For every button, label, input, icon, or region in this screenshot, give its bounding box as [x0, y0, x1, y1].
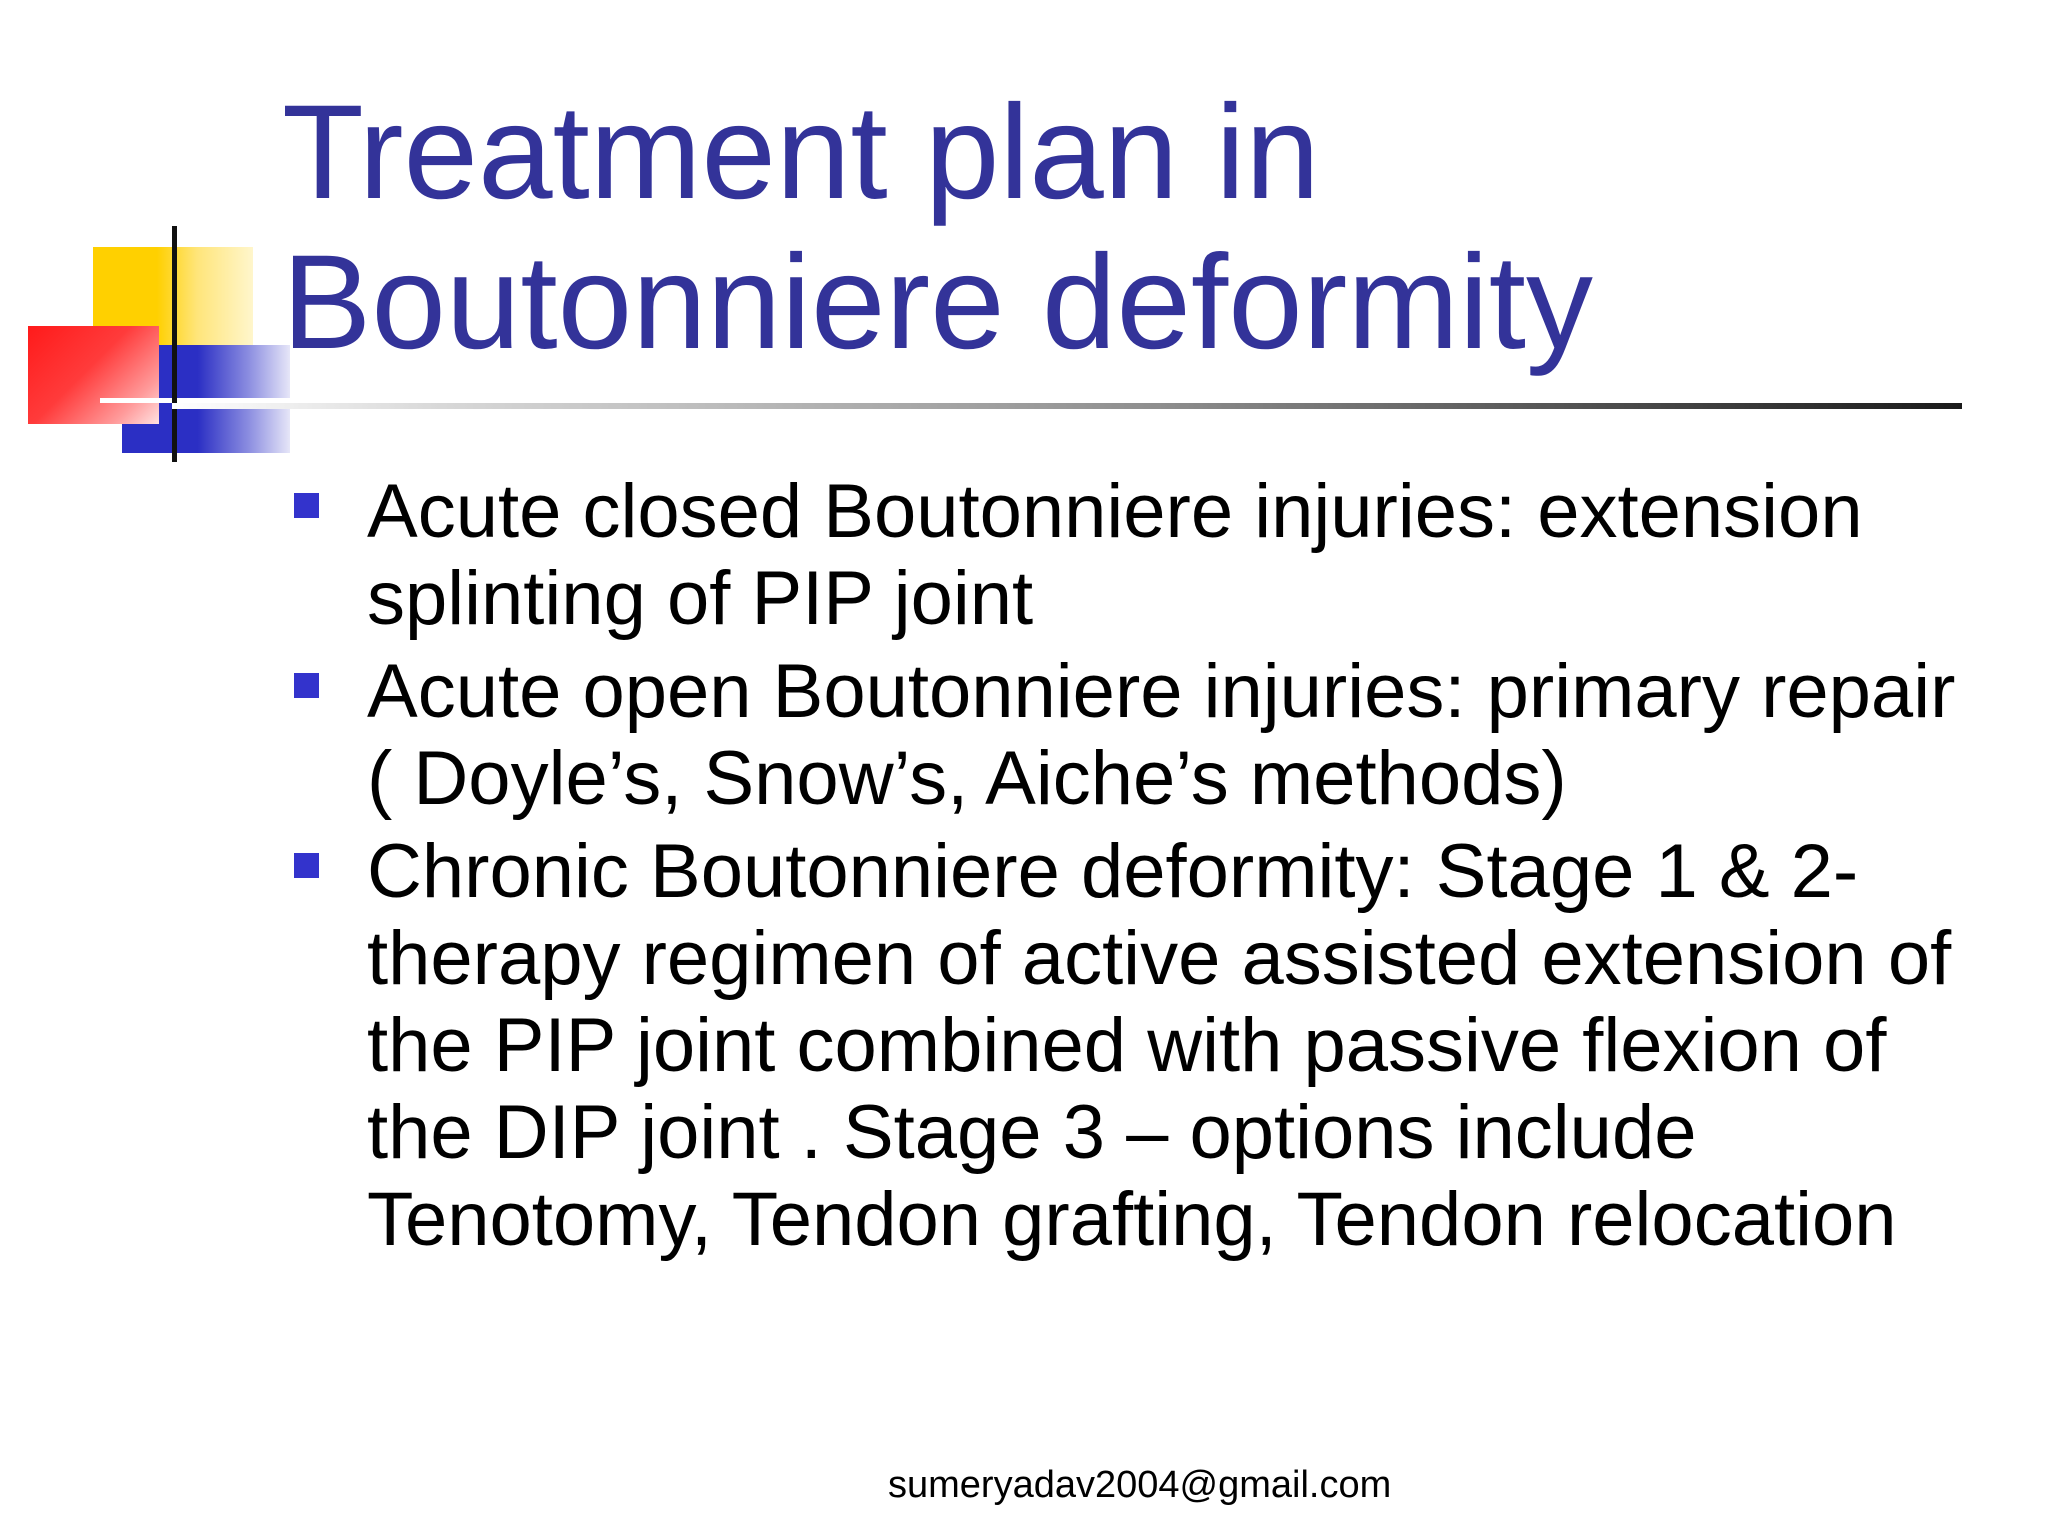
- square-bullet-icon: [294, 493, 319, 518]
- title-divider: [172, 403, 1962, 409]
- bullet-text: Acute open Boutonniere injuries: primary repair ( Doyle’s, Snow’s, Aiche’s methods): [367, 649, 1956, 821]
- slide-title: Treatment plan in Boutonniere deformity: [282, 78, 1593, 377]
- bullet-item: [290, 828, 1990, 1263]
- square-bullet-icon: [294, 853, 319, 878]
- bullet-text: Chronic Boutonniere deformity: Stage 1 & 2- therapy regimen of active assisted extension of the PIP joint combined with passive flexion of the DIP joint . Stage 3 – options include Tenotomy, Tendon grafting, Tendon relocation: [367, 829, 1952, 1262]
- square-bullet-icon: [294, 673, 319, 698]
- bullet-text: Acute closed Boutonniere injuries: extension splinting of PIP joint: [367, 469, 1863, 641]
- footer-email: sumeryadav2004@gmail.com: [888, 1464, 1392, 1506]
- bullet-item: [290, 648, 1990, 822]
- deco-red-square: [28, 326, 159, 424]
- bullet-item: [290, 468, 1990, 642]
- bullet-list: [290, 468, 1990, 1269]
- deco-black-line: [172, 226, 177, 462]
